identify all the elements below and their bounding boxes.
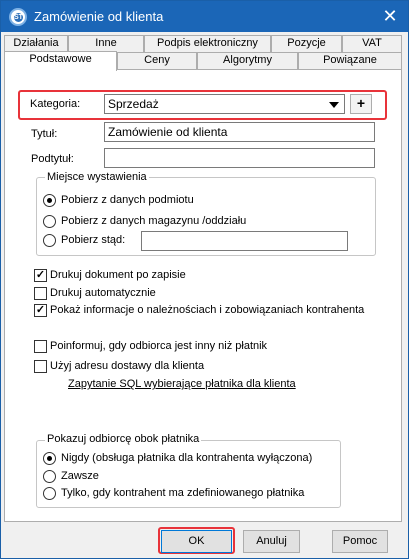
title-bar[interactable] (1, 1, 408, 32)
radio-miejsce-podmiot-label: Pobierz z danych podmiotu (61, 194, 194, 206)
kategoria-value: Sprzedaż (108, 97, 159, 111)
pokazuj-odbiorce-legend: Pokazuj odbiorcę obok płatnika (47, 433, 200, 445)
tytul-label: Tytuł: (31, 128, 58, 140)
checkbox-drukuj-po-zapisie[interactable]: ✓ (35, 269, 46, 281)
checkbox-poinformuj-odbiorca-label: Poinformuj, gdy odbiorca jest inny niż płatnik (50, 340, 268, 352)
checkbox-uzyj-adresu-dostawy-label: Użyj adresu dostawy dla klienta (50, 360, 205, 372)
radio-pokazuj-zawsze-label: Zawsze (61, 470, 99, 482)
close-icon[interactable]: ✕ (382, 6, 398, 26)
tab-panel-podstawowe (4, 69, 402, 522)
chevron-down-icon (329, 102, 339, 108)
kategoria-label: Kategoria: (30, 98, 81, 110)
radio-pokazuj-tylko[interactable] (43, 487, 56, 500)
radio-miejsce-podmiot[interactable] (43, 194, 56, 207)
tab-ceny[interactable]: Ceny (117, 52, 197, 69)
tab-algorytmy[interactable]: Algorytmy (197, 52, 298, 69)
checkbox-poinformuj-odbiorca[interactable] (34, 340, 47, 353)
sql-platnik-link[interactable]: Zapytanie SQL wybierające płatnika dla klienta (68, 378, 296, 390)
radio-miejsce-magazyn[interactable] (43, 215, 56, 228)
tab-powiazane[interactable]: Powiązane (298, 52, 402, 69)
checkbox-drukuj-automatycznie-label: Drukuj automatycznie (50, 287, 156, 299)
ok-button[interactable]: OK (161, 530, 232, 553)
checkbox-uzyj-adresu-dostawy[interactable] (34, 360, 47, 373)
radio-miejsce-stad[interactable] (43, 234, 56, 247)
add-kategoria-button[interactable]: + (350, 94, 372, 114)
checkbox-pokaz-naleznosci[interactable]: ✓ (35, 304, 46, 316)
checkbox-pokaz-naleznosci-label: Pokaż informacje o należnościach i zobowiązaniach kontrahenta (50, 304, 365, 316)
cancel-button[interactable]: Anuluj (243, 530, 300, 553)
tab-inne[interactable]: Inne (68, 35, 144, 52)
kategoria-select[interactable] (104, 94, 345, 114)
radio-miejsce-stad-label: Pobierz stąd: (61, 234, 126, 246)
tab-vat[interactable]: VAT (342, 35, 402, 52)
app-logo-icon (9, 8, 27, 26)
tab-podpis-elektroniczny[interactable]: Podpis elektroniczny (144, 35, 271, 52)
tab-podstawowe[interactable]: Podstawowe (4, 51, 117, 71)
radio-miejsce-magazyn-label: Pobierz z danych magazynu /oddziału (61, 215, 247, 227)
pobierz-stad-input[interactable] (141, 231, 348, 251)
podtytul-input[interactable] (104, 148, 375, 168)
app-logo-text: ST (14, 14, 23, 21)
help-button[interactable]: Pomoc (332, 530, 388, 553)
tab-dzialania[interactable]: Działania (4, 35, 68, 52)
miejsce-wystawienia-legend: Miejsce wystawienia (47, 171, 147, 183)
radio-pokazuj-nigdy[interactable] (43, 452, 56, 465)
checkbox-drukuj-po-zapisie-label: Drukuj dokument po zapisie (50, 269, 186, 281)
tab-pozycje[interactable]: Pozycje (271, 35, 342, 52)
radio-pokazuj-nigdy-label: Nigdy (obsługa płatnika dla kontrahenta wyłączona) (61, 452, 313, 464)
podtytul-label: Podtytuł: (31, 153, 74, 165)
checkbox-drukuj-automatycznie[interactable] (34, 287, 47, 300)
tytul-input[interactable]: Zamówienie od klienta (104, 122, 375, 142)
radio-pokazuj-tylko-label: Tylko, gdy kontrahent ma zdefiniowanego płatnika (61, 487, 305, 499)
radio-pokazuj-zawsze[interactable] (43, 470, 56, 483)
window-title: Zamówienie od klienta (34, 9, 164, 24)
